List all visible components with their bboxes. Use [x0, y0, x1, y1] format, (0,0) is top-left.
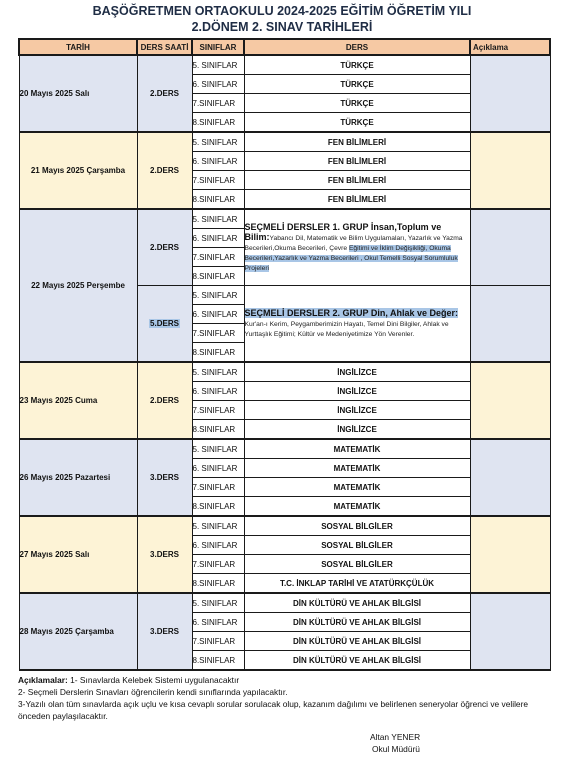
- class-label: 7.SINIFLAR: [192, 94, 244, 113]
- class-label: 7.SINIFLAR: [192, 171, 244, 190]
- class-label: 6. SINIFLAR: [192, 305, 244, 324]
- table-row: [19, 132, 550, 152]
- class-label: 7.SINIFLAR: [192, 324, 244, 343]
- subject-cell: SOSYAL BİLGİLER: [244, 555, 470, 574]
- class-label: 6. SINIFLAR: [192, 382, 244, 401]
- notes-section: [18, 674, 548, 722]
- subject-cell: MATEMATİK: [244, 439, 470, 459]
- elective-group-1-courses: Yabancı Dil, Matematik ve Bilim Uygulamaları, Yazarlık ve Yazma Becerileri,Okuma Becerileri, Çevre: [244, 235, 463, 253]
- lesson-hour: 2.DERS: [137, 55, 192, 132]
- table-row: [19, 209, 550, 229]
- class-label: 5. SINIFLAR: [192, 286, 244, 305]
- class-label: 8.SINIFLAR: [192, 420, 244, 440]
- note-item: 2- Seçmeli Derslerin Sınavları öğrencilerin kendi sınıflarında yapılacaktır.: [18, 687, 288, 697]
- elective-group-2-courses: Kur'an-ı Kerim, Peygamberimizin Hayatı, Temel Dini Bilgiler, Ahlak ve Yurttaşlık Eğitimi; Kültür ve Medeniyetimize Yön Verenler.: [244, 320, 449, 338]
- class-label: 5. SINIFLAR: [192, 209, 244, 229]
- subject-cell: DİN KÜLTÜRÜ VE AHLAK BİLGİSİ: [244, 613, 470, 632]
- subject-cell: FEN BİLİMLERİ: [244, 152, 470, 171]
- table-row: [19, 439, 550, 459]
- elective-group-1: [244, 209, 470, 286]
- lesson-hour-highlighted: 5.DERS: [150, 319, 179, 328]
- subject-cell: DİN KÜLTÜRÜ VE AHLAK BİLGİSİ: [244, 632, 470, 651]
- class-label: 7.SINIFLAR: [192, 248, 244, 267]
- class-label: 8.SINIFLAR: [192, 651, 244, 671]
- elective-group-1-title: SEÇMELİ DERSLER 1. GRUP İnsan,Toplum ve Bilim:: [244, 221, 442, 243]
- class-label: 8.SINIFLAR: [192, 574, 244, 594]
- class-label: 7.SINIFLAR: [192, 555, 244, 574]
- table-row: [19, 55, 550, 75]
- note-cell: [470, 593, 550, 670]
- subject-cell: TÜRKÇE: [244, 113, 470, 133]
- class-label: 8.SINIFLAR: [192, 497, 244, 517]
- elective-group-2: [244, 286, 470, 363]
- signatory-name: Altan YENER: [370, 732, 421, 742]
- document-title: BAŞÖĞRETMEN ORTAOKULU 2024-2025 EĞİTİM ÖĞRETİM YILI: [92, 4, 472, 18]
- class-label: 8.SINIFLAR: [192, 343, 244, 363]
- class-label: 6. SINIFLAR: [192, 152, 244, 171]
- note-cell: [470, 362, 550, 439]
- note-cell: [470, 132, 550, 209]
- lesson-hour: [137, 286, 192, 363]
- note-text: 1- Sınavlarda Kelebek Sistemi uygulanacaktır: [70, 675, 240, 685]
- class-label: 6. SINIFLAR: [192, 75, 244, 94]
- class-label: 5. SINIFLAR: [192, 55, 244, 75]
- exam-date: 21 Mayıs 2025 Çarşamba: [19, 132, 137, 209]
- lesson-hour: 3.DERS: [137, 593, 192, 670]
- signature-block: [370, 731, 420, 755]
- exam-date: 23 Mayıs 2025 Cuma: [19, 362, 137, 439]
- class-label: 7.SINIFLAR: [192, 401, 244, 420]
- lesson-hour: 2.DERS: [137, 132, 192, 209]
- column-header-note: Açıklama: [470, 39, 550, 55]
- class-label: 6. SINIFLAR: [192, 536, 244, 555]
- exam-schedule-table: [18, 38, 551, 671]
- subject-cell: TÜRKÇE: [244, 75, 470, 94]
- subject-cell: DİN KÜLTÜRÜ VE AHLAK BİLGİSİ: [244, 593, 470, 613]
- class-label: 8.SINIFLAR: [192, 190, 244, 210]
- lesson-hour: 2.DERS: [137, 362, 192, 439]
- subject-cell: MATEMATİK: [244, 497, 470, 517]
- note-cell: [470, 209, 550, 286]
- class-label: 6. SINIFLAR: [192, 613, 244, 632]
- exam-date: 26 Mayıs 2025 Pazartesi: [19, 439, 137, 516]
- note-cell: [470, 286, 550, 363]
- document-subtitle: 2.DÖNEM 2. SINAV TARİHLERİ: [191, 20, 373, 34]
- column-header-hour: DERS SAATİ: [137, 39, 192, 55]
- column-header-date: TARİH: [19, 39, 137, 55]
- class-label: 8.SINIFLAR: [192, 113, 244, 133]
- subject-cell: MATEMATİK: [244, 459, 470, 478]
- table-row: [19, 362, 550, 382]
- table-row: [19, 516, 550, 536]
- subject-cell: İNGİLİZCE: [244, 420, 470, 440]
- lesson-hour: 3.DERS: [137, 516, 192, 593]
- exam-date: 27 Mayıs 2025 Salı: [19, 516, 137, 593]
- subject-cell: TÜRKÇE: [244, 94, 470, 113]
- notes-label: Açıklamalar:: [18, 675, 68, 685]
- class-label: 7.SINIFLAR: [192, 632, 244, 651]
- exam-date: 20 Mayıs 2025 Salı: [19, 55, 137, 132]
- class-label: 5. SINIFLAR: [192, 132, 244, 152]
- column-header-subject: DERS: [244, 39, 470, 55]
- table-row: [19, 593, 550, 613]
- subject-cell: FEN BİLİMLERİ: [244, 171, 470, 190]
- column-header-classes: SINIFLAR: [192, 39, 244, 55]
- elective-group-2-title: SEÇMELİ DERSLER 2. GRUP Din, Ahlak ve Değer:: [244, 308, 459, 319]
- subject-cell: İNGİLİZCE: [244, 382, 470, 401]
- class-label: 5. SINIFLAR: [192, 516, 244, 536]
- exam-date: 22 Mayıs 2025 Perşembe: [19, 209, 137, 362]
- subject-cell: MATEMATİK: [244, 478, 470, 497]
- class-label: 8.SINIFLAR: [192, 267, 244, 286]
- lesson-hour: 3.DERS: [137, 439, 192, 516]
- table-header-row: [19, 39, 550, 55]
- class-label: 5. SINIFLAR: [192, 593, 244, 613]
- subject-cell: FEN BİLİMLERİ: [244, 132, 470, 152]
- note-item: [18, 674, 548, 686]
- class-label: 6. SINIFLAR: [192, 459, 244, 478]
- lesson-hour: 2.DERS: [137, 209, 192, 286]
- subject-cell: TÜRKÇE: [244, 55, 470, 75]
- subject-cell: SOSYAL BİLGİLER: [244, 536, 470, 555]
- subject-cell: DİN KÜLTÜRÜ VE AHLAK BİLGİSİ: [244, 651, 470, 671]
- subject-cell: T.C. İNKLAP TARİHİ VE ATATÜRKÇÜLÜK: [244, 574, 470, 594]
- class-label: 5. SINIFLAR: [192, 362, 244, 382]
- subject-cell: FEN BİLİMLERİ: [244, 190, 470, 210]
- note-cell: [470, 55, 550, 132]
- note-cell: [470, 516, 550, 593]
- note-item: 3-Yazılı olan tüm sınavlarda açık uçlu ve kısa cevaplı sorular sorulacak olup, kazanım dağılımı ve belirlenen seneryolar öğrenci ve velilere önceden paylaşılacaktır.: [18, 699, 529, 721]
- signatory-title: Okul Müdürü: [372, 744, 420, 754]
- class-label: 5. SINIFLAR: [192, 439, 244, 459]
- subject-cell: İNGİLİZCE: [244, 401, 470, 420]
- subject-cell: SOSYAL BİLGİLER: [244, 516, 470, 536]
- exam-date: 28 Mayıs 2025 Çarşamba: [19, 593, 137, 670]
- class-label: 7.SINIFLAR: [192, 478, 244, 497]
- class-label: 6. SINIFLAR: [192, 229, 244, 248]
- elective-group-1-courses-highlighted: Eğitimi ve İklim Değişikliği, Okuma Becerileri,Yazarlık ve Yazma Becerileri , Okul Temelli Sosyal Sorumluluk Projeleri: [244, 245, 458, 273]
- subject-cell: İNGİLİZCE: [244, 362, 470, 382]
- note-cell: [470, 439, 550, 516]
